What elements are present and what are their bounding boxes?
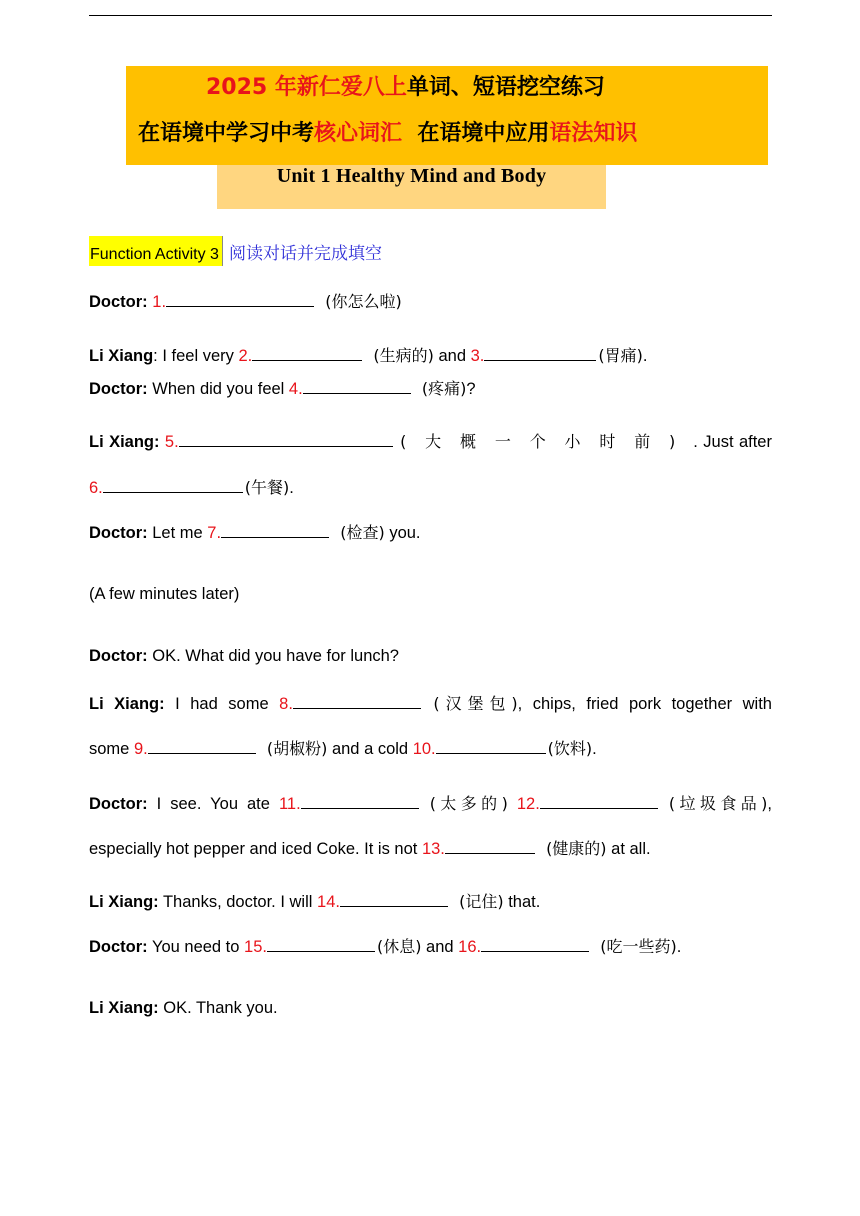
dialogue-line-2 <box>89 344 772 367</box>
blank-number: 13. <box>421 840 445 858</box>
dialogue-line-10 <box>89 737 772 760</box>
banner-subtitle-a: 在语境中学习中考 <box>138 121 315 146</box>
dialogue-text: OK. Thank you. <box>158 999 278 1017</box>
stage-direction: (A few minutes later) <box>89 585 240 603</box>
dialogue-text: at all. <box>606 840 651 858</box>
dialogue-text: especially hot pepper and iced Coke. It is not <box>89 840 422 858</box>
dialogue-line-1 <box>89 290 772 313</box>
dialogue-text: and <box>421 938 459 956</box>
answer-blank[interactable] <box>484 344 596 361</box>
blank-number: 7. <box>207 524 222 542</box>
blank-number: 15. <box>244 938 267 956</box>
dialogue-text: . <box>642 347 648 365</box>
answer-blank[interactable] <box>179 430 393 447</box>
dialogue-text: . Just after <box>693 433 772 451</box>
dialogue-line-9 <box>89 692 772 715</box>
answer-blank[interactable] <box>166 290 314 307</box>
chinese-hint: (疼痛) <box>421 379 467 398</box>
speaker-label: Doctor: <box>89 647 148 665</box>
dialogue-text: . <box>676 938 682 956</box>
answer-blank[interactable] <box>103 476 243 493</box>
dialogue-line-8 <box>89 645 772 667</box>
answer-blank[interactable] <box>148 737 256 754</box>
banner-title-red: 2025 年新仁爱八上 <box>206 75 407 100</box>
chinese-hint: (检查) <box>340 523 385 542</box>
answer-blank[interactable] <box>293 692 421 709</box>
dialogue-line-14 <box>89 935 772 958</box>
speaker-label: Doctor: <box>89 293 148 311</box>
dialogue-text: Thanks, doctor. I will <box>158 893 318 911</box>
chinese-hint: (汉堡包) <box>433 694 518 713</box>
answer-blank[interactable] <box>481 935 589 952</box>
blank-number: 14. <box>317 893 340 911</box>
speaker-label: Li Xiang <box>89 347 154 365</box>
chinese-hint: (生病的) <box>373 346 434 365</box>
dialogue-line-13 <box>89 890 772 913</box>
blank-number: 11. <box>278 795 301 813</box>
banner-title-line2 <box>138 116 637 147</box>
banner-subtitle-d: 语法知识 <box>549 121 638 146</box>
blank-number: 8. <box>279 695 293 713</box>
unit-title: Unit 1 Healthy Mind and Body <box>276 165 547 187</box>
dialogue-text: some <box>89 740 134 758</box>
dialogue-line-4 <box>89 430 772 453</box>
chinese-hint: (休息) <box>376 937 422 956</box>
speaker-label: Li Xiang: <box>89 893 159 911</box>
answer-blank[interactable] <box>436 737 546 754</box>
chinese-hint: (垃圾食品) <box>668 794 768 813</box>
answer-blank[interactable] <box>267 935 375 952</box>
blank-number: 4. <box>288 380 303 398</box>
blank-number: 1. <box>152 293 167 311</box>
dialogue-text: Let me <box>147 524 208 542</box>
answer-blank[interactable] <box>252 344 362 361</box>
dialogue-text: I see. You ate <box>147 795 279 813</box>
answer-blank[interactable] <box>303 377 411 394</box>
answer-blank[interactable] <box>221 521 329 538</box>
chinese-hint: (太多的) <box>429 794 508 813</box>
speaker-label: Li Xiang: <box>89 999 159 1017</box>
dialogue-line-11 <box>89 792 772 815</box>
dialogue-line-5 <box>89 476 772 499</box>
blank-number: 9. <box>133 740 148 758</box>
dialogue-text: , <box>767 795 772 813</box>
dialogue-text: ? <box>466 380 476 398</box>
chinese-hint: (吃一些药) <box>600 937 677 956</box>
blank-number: 16. <box>458 938 482 956</box>
title-banner <box>126 66 768 165</box>
answer-blank[interactable] <box>540 792 658 809</box>
activity-heading <box>89 236 382 266</box>
blank-number: 10. <box>412 740 436 758</box>
answer-blank[interactable] <box>445 837 535 854</box>
chinese-hint: (午餐) <box>244 478 290 497</box>
dialogue-text: . <box>592 740 597 758</box>
dialogue-text: I had some <box>164 695 280 713</box>
chinese-hint: (大概一个小时前) <box>400 432 694 451</box>
dialogue-text: : I feel very <box>153 347 239 365</box>
dialogue-text: . <box>289 479 294 497</box>
blank-number: 5. <box>164 433 179 451</box>
blank-number: 12. <box>516 795 540 813</box>
banner-title-line1 <box>206 70 605 101</box>
dialogue-line-7 <box>89 583 772 605</box>
answer-blank[interactable] <box>301 792 419 809</box>
dialogue-line-15 <box>89 997 772 1019</box>
chinese-hint: (你怎么啦) <box>325 292 402 311</box>
activity-instruction: 阅读对话并完成填空 <box>228 244 382 264</box>
dialogue-line-3 <box>89 377 772 400</box>
chinese-hint: (胡椒粉) <box>266 739 328 758</box>
dialogue-text: and a cold <box>327 740 413 758</box>
banner-subtitle-c: 在语境中应用 <box>417 121 550 146</box>
dialogue-line-6 <box>89 521 772 544</box>
dialogue-text: and <box>433 347 471 365</box>
dialogue-text: OK. What did you have for lunch? <box>147 647 399 665</box>
top-rule <box>89 15 772 16</box>
unit-title-box <box>217 165 606 209</box>
speaker-label: Doctor: <box>89 524 148 542</box>
blank-number: 2. <box>238 347 253 365</box>
dialogue-text: that. <box>503 893 541 911</box>
banner-subtitle-b: 核心词汇 <box>314 121 403 146</box>
speaker-label: Doctor: <box>89 795 148 813</box>
dialogue-text: When did you feel <box>147 380 289 398</box>
dialogue-text: you. <box>384 524 421 542</box>
dialogue-line-12 <box>89 837 772 860</box>
chinese-hint: (饮料) <box>547 739 593 758</box>
speaker-label: Doctor: <box>89 380 148 398</box>
chinese-hint: (健康的) <box>546 839 607 858</box>
activity-label: Function Activity 3 <box>89 236 223 266</box>
banner-title-black: 单词、短语挖空练习 <box>406 75 605 100</box>
dialogue-text: You need to <box>147 938 245 956</box>
chinese-hint: (记住) <box>459 892 504 911</box>
speaker-label: Doctor: <box>89 938 148 956</box>
blank-number: 6. <box>89 479 103 497</box>
speaker-label: Li Xiang: <box>89 695 165 713</box>
answer-blank[interactable] <box>340 890 448 907</box>
speaker-label: Li Xiang: <box>89 433 160 451</box>
blank-number: 3. <box>470 347 485 365</box>
dialogue-text: , chips, fried pork together with <box>517 695 772 713</box>
chinese-hint: (胃痛) <box>598 346 643 365</box>
